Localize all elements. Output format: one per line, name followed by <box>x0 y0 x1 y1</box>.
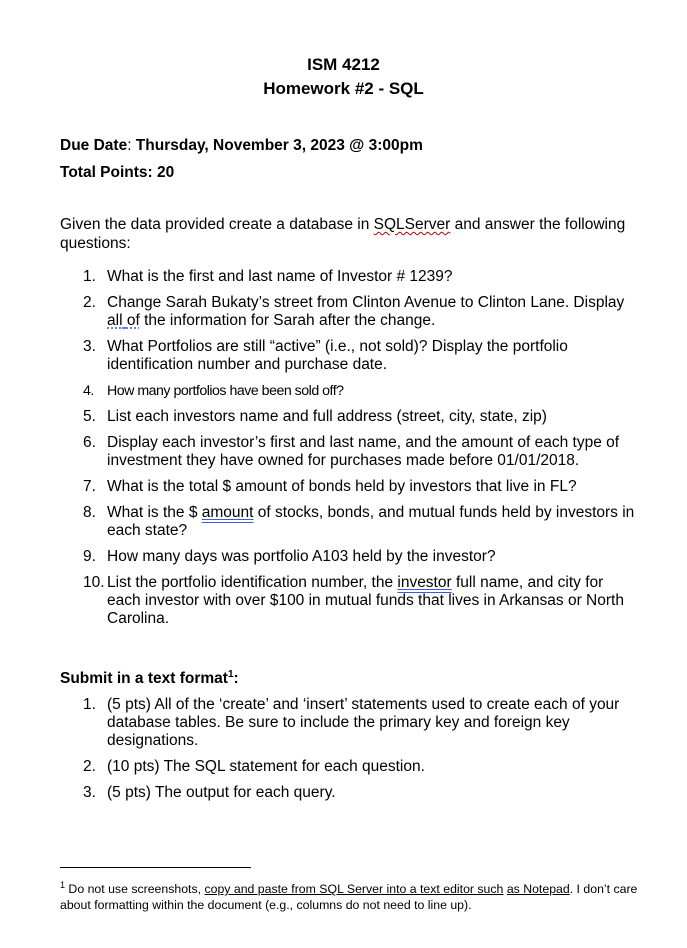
question-text: How many days was portfolio A103 held by the investor? <box>107 548 496 565</box>
submit-number: 2. <box>83 758 96 775</box>
due-date-label: Due Date <box>60 137 128 154</box>
intro-text-2: and answer the following questions: <box>60 216 626 252</box>
footnote <box>60 877 640 913</box>
question-text: What is the $ <box>107 504 202 521</box>
question-number: 5. <box>83 408 96 425</box>
footnote-text-underlined: copy and paste from SQL Server into a text editor such <box>204 882 504 897</box>
question-text: How many portfolios have been sold off? <box>107 383 344 399</box>
question-number: 1. <box>83 268 96 285</box>
submit-text: (5 pts) All of the ‘create’ and ‘insert’ statements used to create each of your database tables. Be sure to include the primary key and foreign key designations. <box>107 696 620 749</box>
submit-heading-text: Submit in a text format <box>60 670 228 688</box>
question-item <box>60 434 640 470</box>
question-item <box>60 478 640 496</box>
question-text: List each investors name and full address (street, city, state, zip) <box>107 408 547 425</box>
question-text: Display each investor’s first and last name, and the amount of each type of investment they have owned for purchases made before 01/01/2018. <box>107 434 620 469</box>
due-date <box>60 137 423 155</box>
question-number: 9. <box>83 548 96 565</box>
question-item <box>60 574 640 628</box>
question-list <box>60 268 640 636</box>
submit-text: (10 pts) The SQL statement for each question. <box>107 758 425 775</box>
course-title: ISM 4212 <box>307 55 380 74</box>
intro-sqlserver: SQLServer <box>373 216 451 233</box>
question-number: 8. <box>83 504 96 521</box>
question-text: Change Sarah Bukaty’s street from Clinton Avenue to Clinton Lane. Display <box>107 294 625 311</box>
question-number: 2. <box>83 294 96 311</box>
question-text: of stocks, bonds, and mutual funds held by investors in each state? <box>107 504 635 539</box>
question-number: 3. <box>83 338 96 355</box>
question-item <box>60 268 640 286</box>
question-number: 4. <box>83 383 94 399</box>
submit-list <box>60 696 640 810</box>
footnote-text-notepad: as Notepad <box>506 882 570 897</box>
question-text-all: all <box>107 312 123 329</box>
submit-item <box>60 784 640 802</box>
due-date-colon: : <box>127 137 132 154</box>
footnote-text: Do not use screenshots, <box>65 882 205 897</box>
question-item <box>60 504 640 540</box>
footnote-separator <box>60 867 251 868</box>
question-item <box>60 408 640 426</box>
question-text-amount: amount <box>201 504 254 521</box>
intro-text-1: Given the data provided create a database in <box>60 216 374 233</box>
footnote-marker: 1 <box>60 880 66 890</box>
question-text: What is the first and last name of Investor # 1239? <box>107 268 453 285</box>
question-number: 6. <box>83 434 96 451</box>
question-item <box>60 382 640 400</box>
submit-heading-colon: : <box>233 670 239 688</box>
question-text: List the portfolio identification number, the <box>107 574 398 591</box>
question-text: the information for Sarah after the change. <box>139 312 436 329</box>
question-number: 10. <box>83 574 105 591</box>
submit-item <box>60 696 640 750</box>
submit-item <box>60 758 640 776</box>
due-date-value: Thursday, November 3, 2023 @ 3:00pm <box>131 137 423 154</box>
total-points: Total Points: 20 <box>60 164 175 181</box>
question-text: full name, and city for each investor with over $100 in mutual funds that lives in Arkansas or North Carolina. <box>107 574 624 627</box>
submit-text: (5 pts) The output for each query. <box>107 784 336 801</box>
question-text-of: of <box>126 312 140 329</box>
question-item <box>60 294 640 330</box>
question-text: What Portfolios are still “active” (i.e., not sold)? Display the portfolio identification number and purchase date. <box>107 338 568 373</box>
footnote-reference: 1 <box>227 669 234 680</box>
question-item <box>60 338 640 374</box>
question-text-investor: investor <box>397 574 452 591</box>
question-text: What is the total $ amount of bonds held by investors that live in FL? <box>107 478 577 495</box>
submit-number: 3. <box>83 784 96 801</box>
assignment-title: Homework #2 - SQL <box>263 79 424 98</box>
intro-paragraph <box>60 215 640 253</box>
question-number: 7. <box>83 478 96 495</box>
question-item <box>60 548 640 566</box>
footnote-text: . I don’t care about formatting within the document (e.g., columns do not need to line up). <box>60 882 638 913</box>
submit-heading <box>60 669 239 688</box>
submit-number: 1. <box>83 696 96 713</box>
